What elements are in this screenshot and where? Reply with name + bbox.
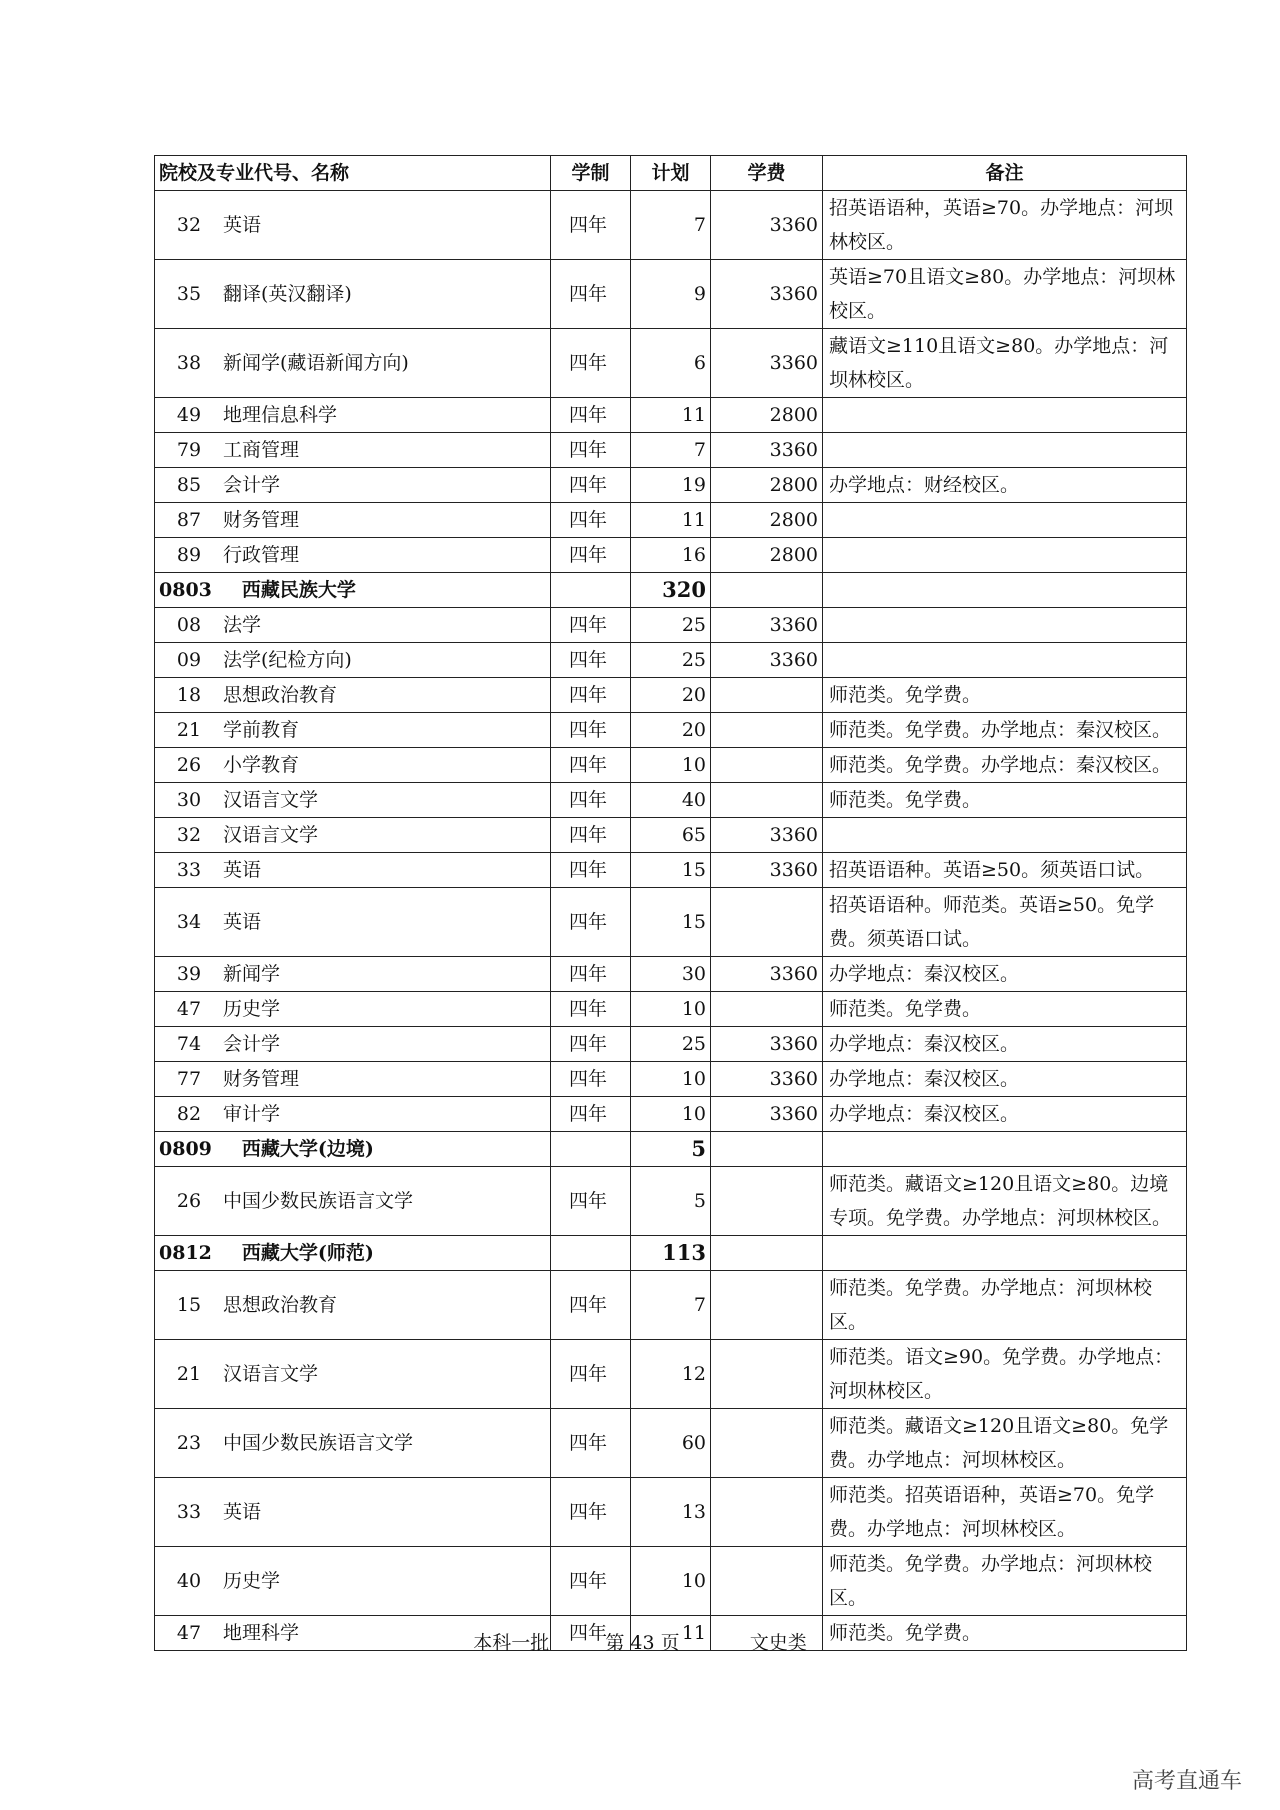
cell-note: 藏语文≥110且语文≥80。办学地点：河坝林校区。 <box>823 329 1187 398</box>
table-row <box>155 398 1187 433</box>
major-code: 89 <box>176 544 202 566</box>
table-row <box>155 783 1187 818</box>
footer-category: 文史类 <box>749 1632 807 1654</box>
institution-name: 西藏大学(边境) <box>241 1138 374 1160</box>
cell-duration: 四年 <box>551 1409 631 1478</box>
major-name: 历史学 <box>223 998 281 1020</box>
table-row <box>155 260 1187 329</box>
cell-plan: 7 <box>631 1271 711 1340</box>
cell-note <box>823 433 1187 468</box>
major-name: 思想政治教育 <box>223 684 338 706</box>
major-name: 汉语言文学 <box>223 1363 319 1385</box>
cell-name <box>155 538 551 573</box>
major-code: 38 <box>176 352 202 374</box>
cell-duration: 四年 <box>551 1062 631 1097</box>
header-fee: 学费 <box>711 156 823 191</box>
cell-plan: 16 <box>631 538 711 573</box>
major-code: 26 <box>176 1190 202 1212</box>
cell-name <box>155 1097 551 1132</box>
cell-note: 师范类。藏语文≥120且语文≥80。边境专项。免学费。办学地点：河坝林校区。 <box>823 1167 1187 1236</box>
cell-duration: 四年 <box>551 468 631 503</box>
cell-duration: 四年 <box>551 643 631 678</box>
cell-fee: 2800 <box>711 538 823 573</box>
cell-fee <box>711 1547 823 1616</box>
table-row <box>155 957 1187 992</box>
cell-duration: 四年 <box>551 853 631 888</box>
major-name: 英语 <box>223 859 262 881</box>
table-row <box>155 748 1187 783</box>
footer-batch: 本科一批 <box>473 1632 550 1654</box>
cell-note <box>823 538 1187 573</box>
major-name: 法学 <box>223 614 262 636</box>
table-header-row <box>155 156 1187 191</box>
table-row <box>155 818 1187 853</box>
cell-note <box>823 503 1187 538</box>
major-name: 地理科学 <box>223 1622 300 1644</box>
cell-plan: 19 <box>631 468 711 503</box>
header-note: 备注 <box>823 156 1187 191</box>
cell-fee <box>711 888 823 957</box>
cell-name <box>155 713 551 748</box>
cell-name <box>155 643 551 678</box>
institution-row <box>155 1132 1187 1167</box>
table-row <box>155 1097 1187 1132</box>
major-code: 49 <box>176 404 202 426</box>
cell-duration: 四年 <box>551 433 631 468</box>
cell-duration: 四年 <box>551 1271 631 1340</box>
major-code: 21 <box>176 1363 202 1385</box>
table-row <box>155 678 1187 713</box>
major-name: 汉语言文学 <box>223 789 319 811</box>
major-code: 35 <box>176 283 202 305</box>
major-code: 33 <box>176 1501 202 1523</box>
cell-name <box>155 992 551 1027</box>
cell-note: 办学地点：财经校区。 <box>823 468 1187 503</box>
cell-name <box>155 1547 551 1616</box>
cell-duration: 四年 <box>551 783 631 818</box>
cell-plan: 65 <box>631 818 711 853</box>
cell-note <box>823 573 1187 608</box>
cell-name <box>155 1409 551 1478</box>
major-name: 会计学 <box>223 474 281 496</box>
cell-fee: 3360 <box>711 1062 823 1097</box>
header-plan: 计划 <box>631 156 711 191</box>
cell-duration: 四年 <box>551 538 631 573</box>
admission-plan-table <box>154 155 1187 1651</box>
major-code: 32 <box>176 214 202 236</box>
cell-duration: 四年 <box>551 1616 631 1651</box>
major-code: 23 <box>176 1432 202 1454</box>
cell-duration: 四年 <box>551 191 631 260</box>
cell-plan: 6 <box>631 329 711 398</box>
cell-duration: 四年 <box>551 1097 631 1132</box>
major-name: 会计学 <box>223 1033 281 1055</box>
cell-duration: 四年 <box>551 1027 631 1062</box>
table-row <box>155 433 1187 468</box>
cell-plan: 113 <box>631 1236 711 1271</box>
cell-note: 师范类。免学费。 <box>823 1616 1187 1651</box>
cell-duration: 四年 <box>551 1340 631 1409</box>
cell-fee <box>711 783 823 818</box>
table-row <box>155 888 1187 957</box>
cell-duration: 四年 <box>551 818 631 853</box>
major-name: 学前教育 <box>223 719 300 741</box>
cell-fee: 3360 <box>711 1097 823 1132</box>
institution-code: 0809 <box>159 1138 212 1160</box>
cell-fee <box>711 1340 823 1409</box>
major-code: 30 <box>176 789 202 811</box>
cell-duration: 四年 <box>551 260 631 329</box>
cell-name <box>155 260 551 329</box>
cell-plan: 15 <box>631 853 711 888</box>
table-row <box>155 329 1187 398</box>
cell-plan: 20 <box>631 678 711 713</box>
cell-name <box>155 1478 551 1547</box>
table-row <box>155 1062 1187 1097</box>
cell-plan: 5 <box>631 1132 711 1167</box>
cell-fee: 2800 <box>711 503 823 538</box>
major-name: 英语 <box>223 911 262 933</box>
major-code: 15 <box>176 1294 202 1316</box>
major-name: 英语 <box>223 214 262 236</box>
cell-plan: 10 <box>631 1062 711 1097</box>
cell-fee: 3360 <box>711 433 823 468</box>
cell-note: 师范类。免学费。办学地点：秦汉校区。 <box>823 713 1187 748</box>
institution-name: 西藏大学(师范) <box>241 1242 374 1264</box>
cell-plan: 25 <box>631 643 711 678</box>
cell-plan: 13 <box>631 1478 711 1547</box>
cell-name <box>155 1132 551 1167</box>
table-row <box>155 713 1187 748</box>
cell-fee <box>711 992 823 1027</box>
cell-duration: 四年 <box>551 992 631 1027</box>
cell-note: 招英语语种，英语≥70。办学地点：河坝林校区。 <box>823 191 1187 260</box>
table-row <box>155 1547 1187 1616</box>
cell-name <box>155 398 551 433</box>
major-name: 英语 <box>223 1501 262 1523</box>
cell-plan: 11 <box>631 398 711 433</box>
cell-fee <box>711 1409 823 1478</box>
table-row <box>155 468 1187 503</box>
cell-name <box>155 678 551 713</box>
major-code: 82 <box>176 1103 202 1125</box>
cell-fee <box>711 573 823 608</box>
cell-name <box>155 1340 551 1409</box>
major-code: 33 <box>176 859 202 881</box>
cell-plan: 5 <box>631 1167 711 1236</box>
major-name: 历史学 <box>223 1570 281 1592</box>
major-code: 47 <box>176 1622 202 1644</box>
major-code: 77 <box>176 1068 202 1090</box>
cell-note: 办学地点：秦汉校区。 <box>823 1097 1187 1132</box>
cell-fee <box>711 1167 823 1236</box>
cell-plan: 25 <box>631 608 711 643</box>
cell-name <box>155 888 551 957</box>
major-code: 39 <box>176 963 202 985</box>
major-code: 32 <box>176 824 202 846</box>
cell-name <box>155 1062 551 1097</box>
institution-row <box>155 573 1187 608</box>
major-name: 工商管理 <box>223 439 300 461</box>
cell-duration: 四年 <box>551 329 631 398</box>
cell-duration: 四年 <box>551 1167 631 1236</box>
cell-name <box>155 783 551 818</box>
cell-fee: 3360 <box>711 853 823 888</box>
cell-duration: 四年 <box>551 1478 631 1547</box>
table-row <box>155 191 1187 260</box>
major-code: 87 <box>176 509 202 531</box>
major-code: 74 <box>176 1033 202 1055</box>
header-duration: 学制 <box>551 156 631 191</box>
cell-plan: 60 <box>631 1409 711 1478</box>
cell-name <box>155 503 551 538</box>
cell-duration <box>551 573 631 608</box>
cell-note <box>823 1132 1187 1167</box>
cell-plan: 320 <box>631 573 711 608</box>
cell-plan: 40 <box>631 783 711 818</box>
cell-fee <box>711 1478 823 1547</box>
cell-note: 师范类。招英语语种，英语≥70。免学费。办学地点：河坝林校区。 <box>823 1478 1187 1547</box>
cell-note: 师范类。免学费。办学地点：河坝林校区。 <box>823 1271 1187 1340</box>
major-name: 财务管理 <box>223 509 300 531</box>
table-row <box>155 1340 1187 1409</box>
major-name: 审计学 <box>223 1103 281 1125</box>
cell-name <box>155 608 551 643</box>
watermark-text: 高考直通车 <box>1131 1769 1242 1794</box>
major-code: 08 <box>176 614 202 636</box>
table-row <box>155 608 1187 643</box>
cell-note: 师范类。免学费。办学地点：秦汉校区。 <box>823 748 1187 783</box>
cell-fee <box>711 1132 823 1167</box>
cell-fee: 3360 <box>711 191 823 260</box>
cell-name <box>155 573 551 608</box>
cell-note <box>823 643 1187 678</box>
major-name: 中国少数民族语言文学 <box>223 1190 414 1212</box>
cell-fee <box>711 748 823 783</box>
cell-duration <box>551 1132 631 1167</box>
cell-plan: 30 <box>631 957 711 992</box>
cell-note: 师范类。藏语文≥120且语文≥80。免学费。办学地点：河坝林校区。 <box>823 1409 1187 1478</box>
cell-name <box>155 748 551 783</box>
cell-plan: 10 <box>631 1547 711 1616</box>
cell-name <box>155 191 551 260</box>
cell-plan: 11 <box>631 503 711 538</box>
table-row <box>155 538 1187 573</box>
cell-fee: 3360 <box>711 608 823 643</box>
cell-note: 办学地点：秦汉校区。 <box>823 957 1187 992</box>
cell-note: 师范类。免学费。办学地点：河坝林校区。 <box>823 1547 1187 1616</box>
cell-duration <box>551 1236 631 1271</box>
major-name: 财务管理 <box>223 1068 300 1090</box>
cell-plan: 7 <box>631 191 711 260</box>
footer-page-number: 第 43 页 <box>605 1632 680 1654</box>
cell-duration: 四年 <box>551 398 631 433</box>
major-code: 40 <box>176 1570 202 1592</box>
major-code: 18 <box>176 684 202 706</box>
table-row <box>155 1271 1187 1340</box>
cell-note <box>823 398 1187 433</box>
cell-note: 师范类。免学费。 <box>823 783 1187 818</box>
table-row <box>155 1167 1187 1236</box>
major-name: 中国少数民族语言文学 <box>223 1432 414 1454</box>
cell-plan: 10 <box>631 992 711 1027</box>
cell-duration: 四年 <box>551 713 631 748</box>
cell-plan: 11 <box>631 1616 711 1651</box>
major-name: 行政管理 <box>223 544 300 566</box>
cell-plan: 9 <box>631 260 711 329</box>
cell-note <box>823 818 1187 853</box>
major-name: 翻译(英汉翻译) <box>223 283 352 305</box>
institution-code: 0803 <box>159 579 212 601</box>
institution-name: 西藏民族大学 <box>241 579 356 601</box>
cell-name <box>155 433 551 468</box>
cell-plan: 10 <box>631 748 711 783</box>
header-name: 院校及专业代号、名称 <box>155 156 551 191</box>
table-row <box>155 1409 1187 1478</box>
cell-note: 师范类。免学费。 <box>823 992 1187 1027</box>
table-row <box>155 503 1187 538</box>
major-code: 34 <box>176 911 202 933</box>
cell-fee: 3360 <box>711 957 823 992</box>
cell-fee: 3360 <box>711 1027 823 1062</box>
table-row <box>155 1027 1187 1062</box>
cell-plan: 12 <box>631 1340 711 1409</box>
cell-fee: 2800 <box>711 398 823 433</box>
cell-duration: 四年 <box>551 678 631 713</box>
cell-note: 办学地点：秦汉校区。 <box>823 1027 1187 1062</box>
cell-fee <box>711 713 823 748</box>
table-row <box>155 643 1187 678</box>
major-code: 09 <box>176 649 202 671</box>
cell-name <box>155 468 551 503</box>
cell-plan: 20 <box>631 713 711 748</box>
cell-fee <box>711 1236 823 1271</box>
cell-name <box>155 1027 551 1062</box>
cell-fee: 3360 <box>711 260 823 329</box>
cell-note: 师范类。免学费。 <box>823 678 1187 713</box>
cell-plan: 25 <box>631 1027 711 1062</box>
cell-duration: 四年 <box>551 748 631 783</box>
cell-note: 办学地点：秦汉校区。 <box>823 1062 1187 1097</box>
page-footer <box>0 1628 1280 1655</box>
cell-duration: 四年 <box>551 1547 631 1616</box>
cell-duration: 四年 <box>551 957 631 992</box>
cell-name <box>155 818 551 853</box>
major-name: 新闻学(藏语新闻方向) <box>223 352 409 374</box>
major-name: 汉语言文学 <box>223 824 319 846</box>
cell-note: 招英语语种。英语≥50。须英语口试。 <box>823 853 1187 888</box>
cell-name <box>155 1236 551 1271</box>
major-name: 地理信息科学 <box>223 404 338 426</box>
cell-fee: 3360 <box>711 643 823 678</box>
cell-duration: 四年 <box>551 503 631 538</box>
cell-note: 英语≥70且语文≥80。办学地点：河坝林校区。 <box>823 260 1187 329</box>
table-row <box>155 992 1187 1027</box>
major-code: 85 <box>176 474 202 496</box>
cell-note: 招英语语种。师范类。英语≥50。免学费。须英语口试。 <box>823 888 1187 957</box>
institution-code: 0812 <box>159 1242 212 1264</box>
cell-fee <box>711 1271 823 1340</box>
cell-name <box>155 1167 551 1236</box>
cell-note <box>823 1236 1187 1271</box>
major-name: 法学(纪检方向) <box>223 649 352 671</box>
cell-name <box>155 1271 551 1340</box>
table-row <box>155 853 1187 888</box>
cell-note: 师范类。语文≥90。免学费。办学地点：河坝林校区。 <box>823 1340 1187 1409</box>
table-row <box>155 1478 1187 1547</box>
major-code: 26 <box>176 754 202 776</box>
cell-name <box>155 957 551 992</box>
cell-fee: 3360 <box>711 329 823 398</box>
cell-fee: 3360 <box>711 818 823 853</box>
cell-duration: 四年 <box>551 888 631 957</box>
institution-row <box>155 1236 1187 1271</box>
cell-plan: 10 <box>631 1097 711 1132</box>
major-code: 47 <box>176 998 202 1020</box>
cell-duration: 四年 <box>551 608 631 643</box>
cell-plan: 7 <box>631 433 711 468</box>
major-code: 21 <box>176 719 202 741</box>
major-name: 小学教育 <box>223 754 300 776</box>
cell-name <box>155 853 551 888</box>
cell-fee: 2800 <box>711 468 823 503</box>
cell-fee <box>711 678 823 713</box>
major-name: 新闻学 <box>223 963 281 985</box>
cell-name <box>155 329 551 398</box>
cell-note <box>823 608 1187 643</box>
cell-plan: 15 <box>631 888 711 957</box>
major-name: 思想政治教育 <box>223 1294 338 1316</box>
major-code: 79 <box>176 439 202 461</box>
